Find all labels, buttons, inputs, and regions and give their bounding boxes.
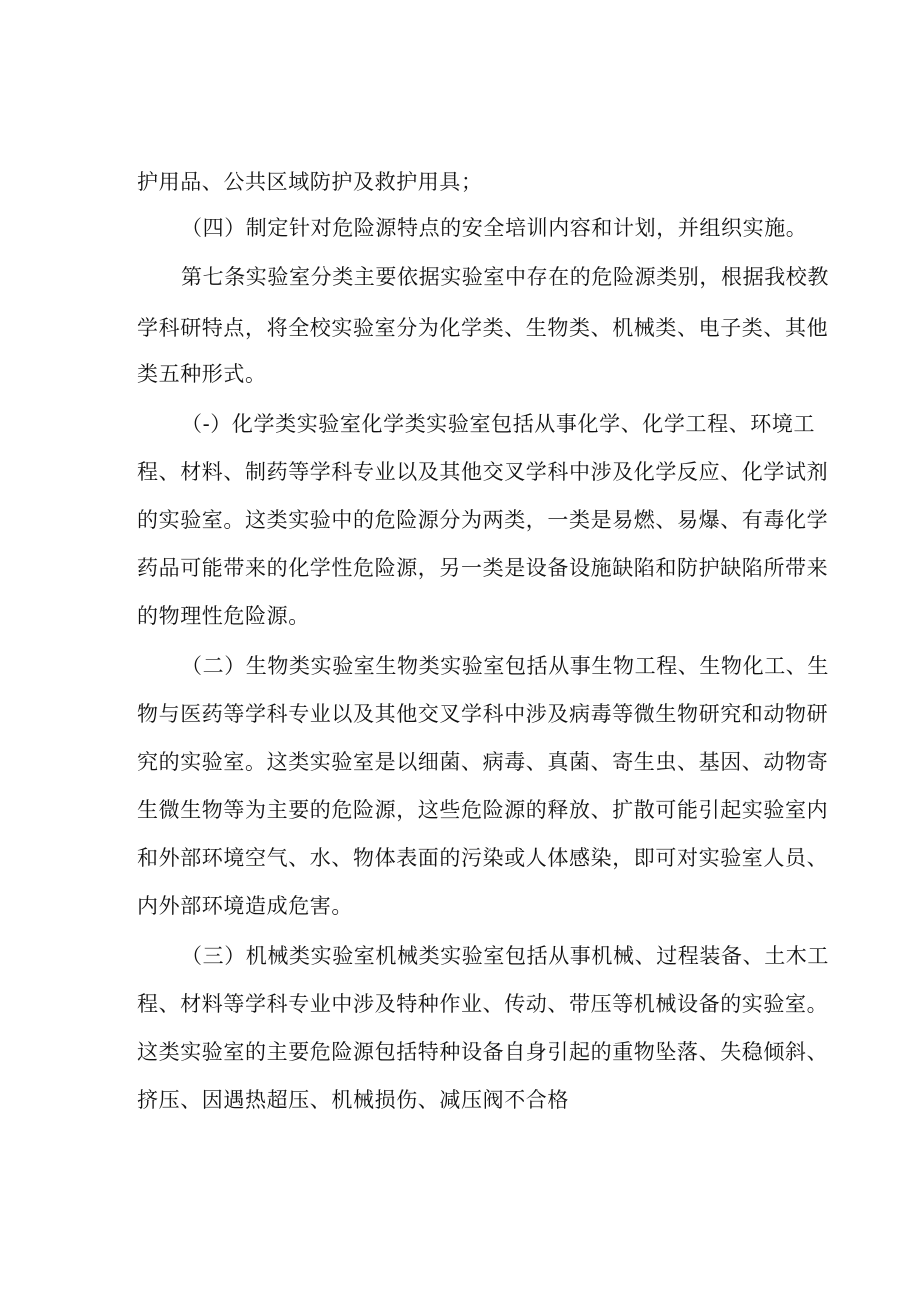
text-line: 挤压、因遇热超压、机械损伤、减压阀不合格	[137, 1088, 569, 1112]
text-line: 生微生物等为主要的危险源，这些危险源的释放、扩散可能引起实验室内	[137, 798, 829, 822]
text-line: 物与医药等学科专业以及其他交叉学科中涉及病毒等微生物研究和动物研	[137, 702, 829, 726]
text-line: （三）机械类实验室机械类实验室包括从事机械、过程装备、土木工	[181, 944, 829, 968]
text-line: 学科研特点，将全校实验室分为化学类、生物类、机械类、电子类、其他	[137, 316, 829, 340]
text-line: 的物理性危险源。	[137, 604, 310, 628]
text-line: 内外部环境造成危害。	[137, 894, 353, 918]
text-line: 第七条实验室分类主要依据实验室中存在的危险源类别，根据我校教	[181, 265, 829, 289]
text-line: 护用品、公共区域防护及救护用具；	[137, 170, 483, 194]
text-line: （二）生物类实验室生物类实验室包括从事生物工程、生物化工、生	[181, 654, 829, 678]
text-line: 类五种形式。	[137, 362, 267, 386]
text-line: 程、材料等学科专业中涉及特种作业、传动、带压等机械设备的实验室。	[137, 992, 829, 1016]
text-line: （四）制定针对危险源特点的安全培训内容和计划，并组织实施。	[181, 216, 808, 240]
text-line: 和外部环境空气、水、物体表面的污染或人体感染，即可对实验室人员、	[137, 846, 829, 870]
text-line: 程、材料、制药等学科专业以及其他交叉学科中涉及化学反应、化学试剂	[137, 460, 829, 484]
text-line: （-）化学类实验室化学类实验室包括从事化学、化学工程、环境工	[181, 412, 816, 436]
text-line: 这类实验室的主要危险源包括特种设备自身引起的重物坠落、失稳倾斜、	[137, 1040, 829, 1064]
text-line: 的实验室。这类实验中的危险源分为两类，一类是易燃、易爆、有毒化学	[137, 508, 829, 532]
text-line: 药品可能带来的化学性危险源，另一类是设备设施缺陷和防护缺陷所带来	[137, 556, 829, 580]
text-line: 究的实验室。这类实验室是以细菌、病毒、真菌、寄生虫、基因、动物寄	[137, 750, 829, 774]
